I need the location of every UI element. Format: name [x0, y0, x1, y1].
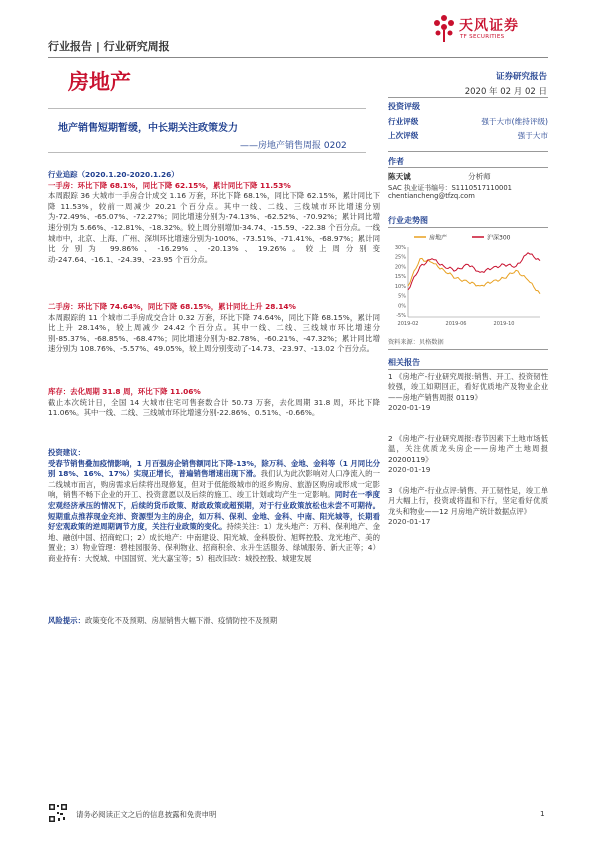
related-item[interactable]	[388, 486, 548, 528]
y-tick-label: 20%	[394, 264, 406, 271]
author-email[interactable]: chentiancheng@tfzq.com	[388, 192, 475, 200]
rating-heading: 投资评级	[388, 102, 420, 111]
logo-subtext: TF SECURITIES	[460, 34, 505, 40]
legend-label: 房地产	[429, 234, 448, 242]
right-divider	[388, 369, 548, 370]
related-heading: 相关报告	[388, 358, 420, 367]
page-number: 1	[540, 809, 545, 818]
related-item-date: 2020-01-19	[388, 403, 431, 413]
header-divider	[48, 57, 548, 58]
author-license: SAC 执业证书编号：S1110517110001	[388, 184, 512, 192]
related-item[interactable]	[388, 434, 548, 476]
report-category: 行业报告 | 行业研究周报	[48, 40, 170, 53]
y-tick-label: 25%	[394, 254, 406, 261]
author-role: 分析师	[468, 172, 491, 181]
qr-code-icon	[48, 803, 68, 823]
report-title: 地产销售短期暂缓，中长期关注政策发力	[58, 123, 238, 134]
trend-heading: 行业走势图	[388, 216, 428, 225]
rating-value: 强于大市	[517, 131, 548, 140]
advice-section	[48, 448, 380, 565]
second-hand-section	[48, 302, 380, 355]
advice-text-2: 持续关注：	[226, 522, 264, 532]
advice-bold-1: 受春节销售叠加疫情影响，1 月百强房企销售额同比下降-13%，除万科、金地、金科等（1 月同比分别 18%、16%、17%）实现正增长，普遍销售增速出现下滑。	[48, 458, 380, 479]
section-inventory-heading: 库存：去化周期 31.8 周，环比下降 11.06%	[48, 387, 201, 396]
y-tick-label: 10%	[394, 283, 406, 290]
title-divider-top	[48, 108, 366, 109]
related-item-title: 1 《房地产-行业研究周报:销售、开工、投资韧性较强，竣工如期回正，看好优质地产及物业企业——房地产销售周报 0119》	[388, 372, 548, 402]
rating-label: 上次评级	[388, 131, 419, 140]
title-divider-bottom	[48, 152, 366, 153]
related-item[interactable]	[388, 372, 548, 414]
trend-chart	[388, 231, 548, 331]
right-divider	[388, 349, 548, 350]
logo-text: 天风证券	[459, 18, 519, 34]
risk-heading: 风险提示：	[48, 616, 85, 625]
related-item-date: 2020-01-17	[388, 517, 431, 527]
section-new-home-heading: 一手房：环比下降 68.1%，同比下降 62.15%，累计同比下降 11.53%	[48, 180, 291, 190]
main-body	[48, 170, 380, 265]
y-tick-label: 5%	[398, 293, 406, 300]
right-divider	[388, 167, 548, 168]
rating-table	[388, 116, 548, 146]
inventory-section	[48, 387, 380, 419]
series-line-房地产	[408, 258, 540, 293]
y-tick-label: -5%	[396, 313, 406, 320]
report-type: 证券研究报告	[495, 72, 547, 82]
risk-text: 政策变化不及预期、房屋销售大幅下滑、疫情防控不及预期	[84, 616, 278, 625]
advice-list: 1）龙头地产：万科、保利地产、金地、融创中国、招商蛇口；2）成长地产：中南建设、阳光城、金科股份、旭辉控股、龙光地产、美的置业；3）物业管理：碧桂园服务、保利物业、招商积余、永升生活服务、绿城服务、新大正等；4）商业持有：大悦城、中国国贸、光大嘉宝等；5）租改旧改：城投控股、城建发展	[48, 522, 380, 563]
section-second-hand-text: 本周跟踪的 11 个城市二手房成交合计 0.32 万套，环比下降 74.64%，同比下降 68.15%，累计同比上升 28.14%，较上周减少 24.42 个百分点。其中一线、二线、三线城市环比增速分别-85.37%、-68.85%、-68.47%；同比增速分别为-82.78%、-60.21%、-47.32%；累计同比增速分别为 108.76%、-5.57%、49.05%，较上周分别变动了-14.73、-23.97、-13.02 个百分点。	[48, 312, 380, 354]
section-new-home-text: 本周跟踪 36 大城市一手房合计成交 1.16 万套，环比下降 68.1%，同比下降 62.15%，累计同比下降 11.53%，较前一周减少 20.21 个百分点。其中一线、二线、三线城市环比增速分别为-72.49%、-65.07%、-72.27%；同比增速分别为-74.13%、-62.52%、-70.92%；累计同比增速分别为 5.66%、-12.81%、-18.32%。较上周分别增加-34.74、-15.59、-22.38 个百分点。一线城市中，北京、上海、广州、深圳环比增速分别为-100%、-73.51%、-71.41%、-68.97%；累计同比分别为 99.86%、-16.29%、-20.13%、19.26%。较上周分别变动-247.64、-16.1、-24.39、-23.95 个百分点。	[48, 191, 380, 264]
advice-paragraph	[48, 459, 380, 565]
series-line-沪深300	[408, 253, 540, 290]
section-second-hand-heading: 二手房：环比下降 74.64%，同比下降 68.15%，累计同比上升 28.14%	[48, 302, 296, 311]
right-divider	[388, 151, 548, 152]
author-name: 陈天诚	[388, 172, 411, 181]
advice-heading: 投资建议：	[48, 448, 85, 457]
rating-value: 强于大市(维持评级)	[481, 117, 548, 126]
related-item-title: 3 《房地产-行业点评:销售、开工韧性足，竣工单月大幅上行，投资或将温和下行，坚定看好优质龙头和物业——12 月房地产统计数据点评》	[388, 486, 548, 516]
report-subtitle: ——房地产销售周报 0202	[240, 141, 347, 151]
section-inventory-text: 截止本次统计日，全国 14 大城市住宅可售套数合计 50.73 万套，去化周期 31.8 周，环比下降 11.06%。其中一线、二线、三线城市环比增速分别-22.86%、0.51%、-0.66%。	[48, 397, 380, 418]
risk-section	[48, 616, 380, 627]
related-item-date: 2020-01-19	[388, 465, 431, 475]
y-tick-label: 0%	[398, 303, 406, 310]
rating-label: 行业评级	[388, 117, 419, 126]
report-date: 2020 年 02 月 02 日	[464, 87, 547, 97]
y-tick-label: 15%	[394, 274, 406, 281]
sector-title: 房地产	[68, 70, 131, 94]
related-item-title: 2 《房地产-行业研究周报:春节因素下土地市场低温，关注优质龙头房企——房地产土地周报 20200119》	[388, 434, 548, 464]
x-tick-label: 2019-10	[493, 321, 515, 327]
legend-label: 沪深300	[487, 234, 511, 242]
trend-source: 资料来源：贝格数据	[388, 339, 444, 346]
x-tick-label: 2019-02	[397, 321, 419, 327]
x-tick-label: 2019-06	[445, 321, 467, 327]
logo-mark-icon	[432, 14, 456, 44]
advice-bold-2: 同时在一季度宏观经济承压的情况下，后续的货币政策、财政政策或超预期，对于行业政策放松也未尝不可期待。短期重点推荐现金充沛、资源型为主的房企，如万科、保利、金地、金科、中南、阳光城等，长期看好宏观政策的逆周期调节方度，关注行业政策的变化。	[48, 490, 380, 532]
y-tick-label: 30%	[394, 245, 406, 251]
author-heading: 作者	[388, 157, 404, 166]
right-divider	[388, 97, 548, 98]
company-logo	[432, 14, 552, 46]
advice-text-1: 我们认为此次影响对人口净流入的一二线城市而言，购房需求后续将出现修复，但对于低能级城市的返乡购房、旅游区购房或形成一定影响，销售不畅下企业的开工、投资意愿以及后续的施工、竣工计划或均产生一定影响。	[48, 469, 380, 500]
tracking-heading: 行业追踪（2020.1.20-2020.1.26）	[48, 170, 179, 179]
right-divider	[388, 227, 548, 228]
footer-disclaimer: 请务必阅读正文之后的信息披露和免责申明	[76, 810, 217, 819]
